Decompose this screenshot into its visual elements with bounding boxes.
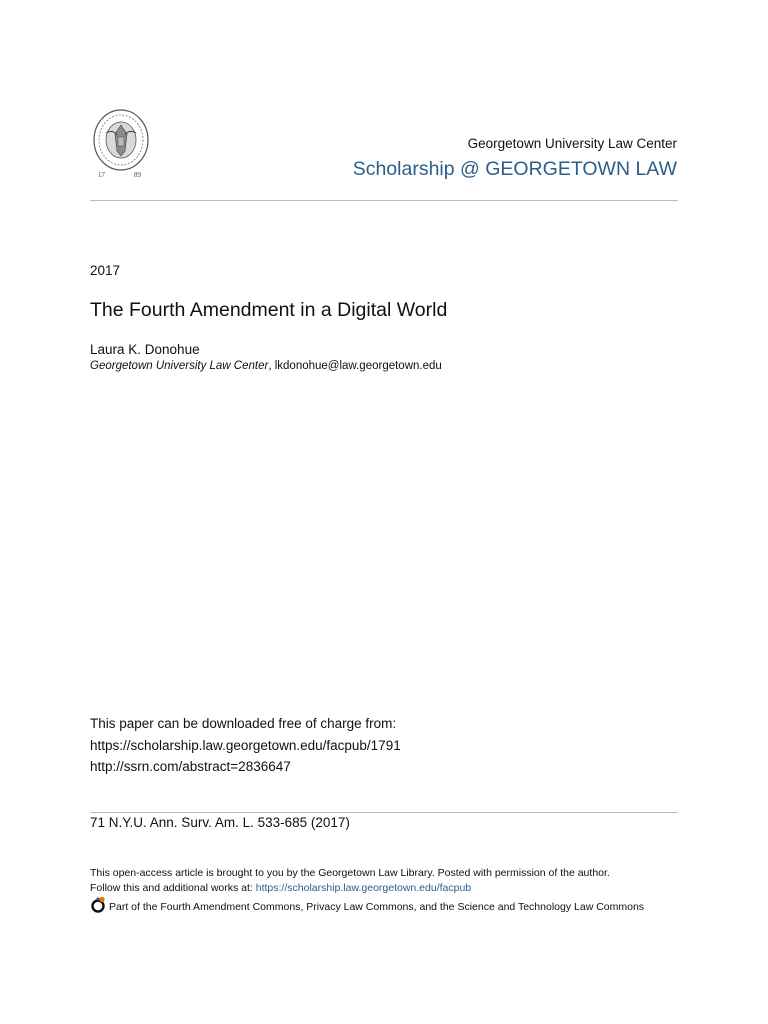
commons-separator-2: , and the xyxy=(413,901,458,913)
follow-link[interactable]: https://scholarship.law.georgetown.edu/facpub xyxy=(255,881,472,894)
publication-year: 2017 xyxy=(90,263,121,278)
follow-text: Follow this and additional works at: xyxy=(90,881,256,894)
download-info xyxy=(90,713,401,778)
part-of-commons xyxy=(90,896,678,915)
commons-separator-1: , xyxy=(300,901,307,913)
part-of-text: Part of the xyxy=(109,901,161,913)
digital-commons-network-icon xyxy=(90,896,107,913)
author-email[interactable]: lkdonohue@law.georgetown.edu xyxy=(274,360,442,372)
download-intro: This paper can be downloaded free of charge from: xyxy=(90,716,397,731)
access-text: This open-access article is brought to you by the Georgetown Law Library. Posted with permission of the author. xyxy=(90,867,610,879)
top-divider xyxy=(90,200,678,201)
georgetown-seal-icon xyxy=(90,107,152,179)
commons-link-science-technology-law[interactable]: Science and Technology Law Commons xyxy=(457,901,645,913)
affiliation-institution: Georgetown University Law Center xyxy=(90,360,269,372)
repository-link[interactable]: Scholarship @ GEORGETOWN LAW xyxy=(352,158,677,180)
follow-line xyxy=(90,881,678,896)
article-title: The Fourth Amendment in a Digital World xyxy=(90,299,448,321)
seal-year-left: 17 xyxy=(98,171,105,179)
commons-link-fourth-amendment[interactable]: Fourth Amendment Commons xyxy=(160,901,301,913)
download-url-repository[interactable]: https://scholarship.law.georgetown.edu/facpub/1791 xyxy=(90,737,401,753)
affiliation-comma: , xyxy=(268,360,275,372)
citation-text: 71 N.Y.U. Ann. Surv. Am. L. 533-685 (2017) xyxy=(90,815,350,830)
author-name: Laura K. Donohue xyxy=(90,342,200,357)
seal-year-right: 89 xyxy=(134,171,141,179)
citation-divider xyxy=(90,812,678,813)
author-affiliation xyxy=(90,360,442,372)
commons-link-privacy-law[interactable]: Privacy Law Commons xyxy=(306,901,414,913)
access-notice xyxy=(90,866,678,895)
institution-name: Georgetown University Law Center xyxy=(467,136,677,151)
download-url-ssrn[interactable]: http://ssrn.com/abstract=2836647 xyxy=(90,759,291,774)
